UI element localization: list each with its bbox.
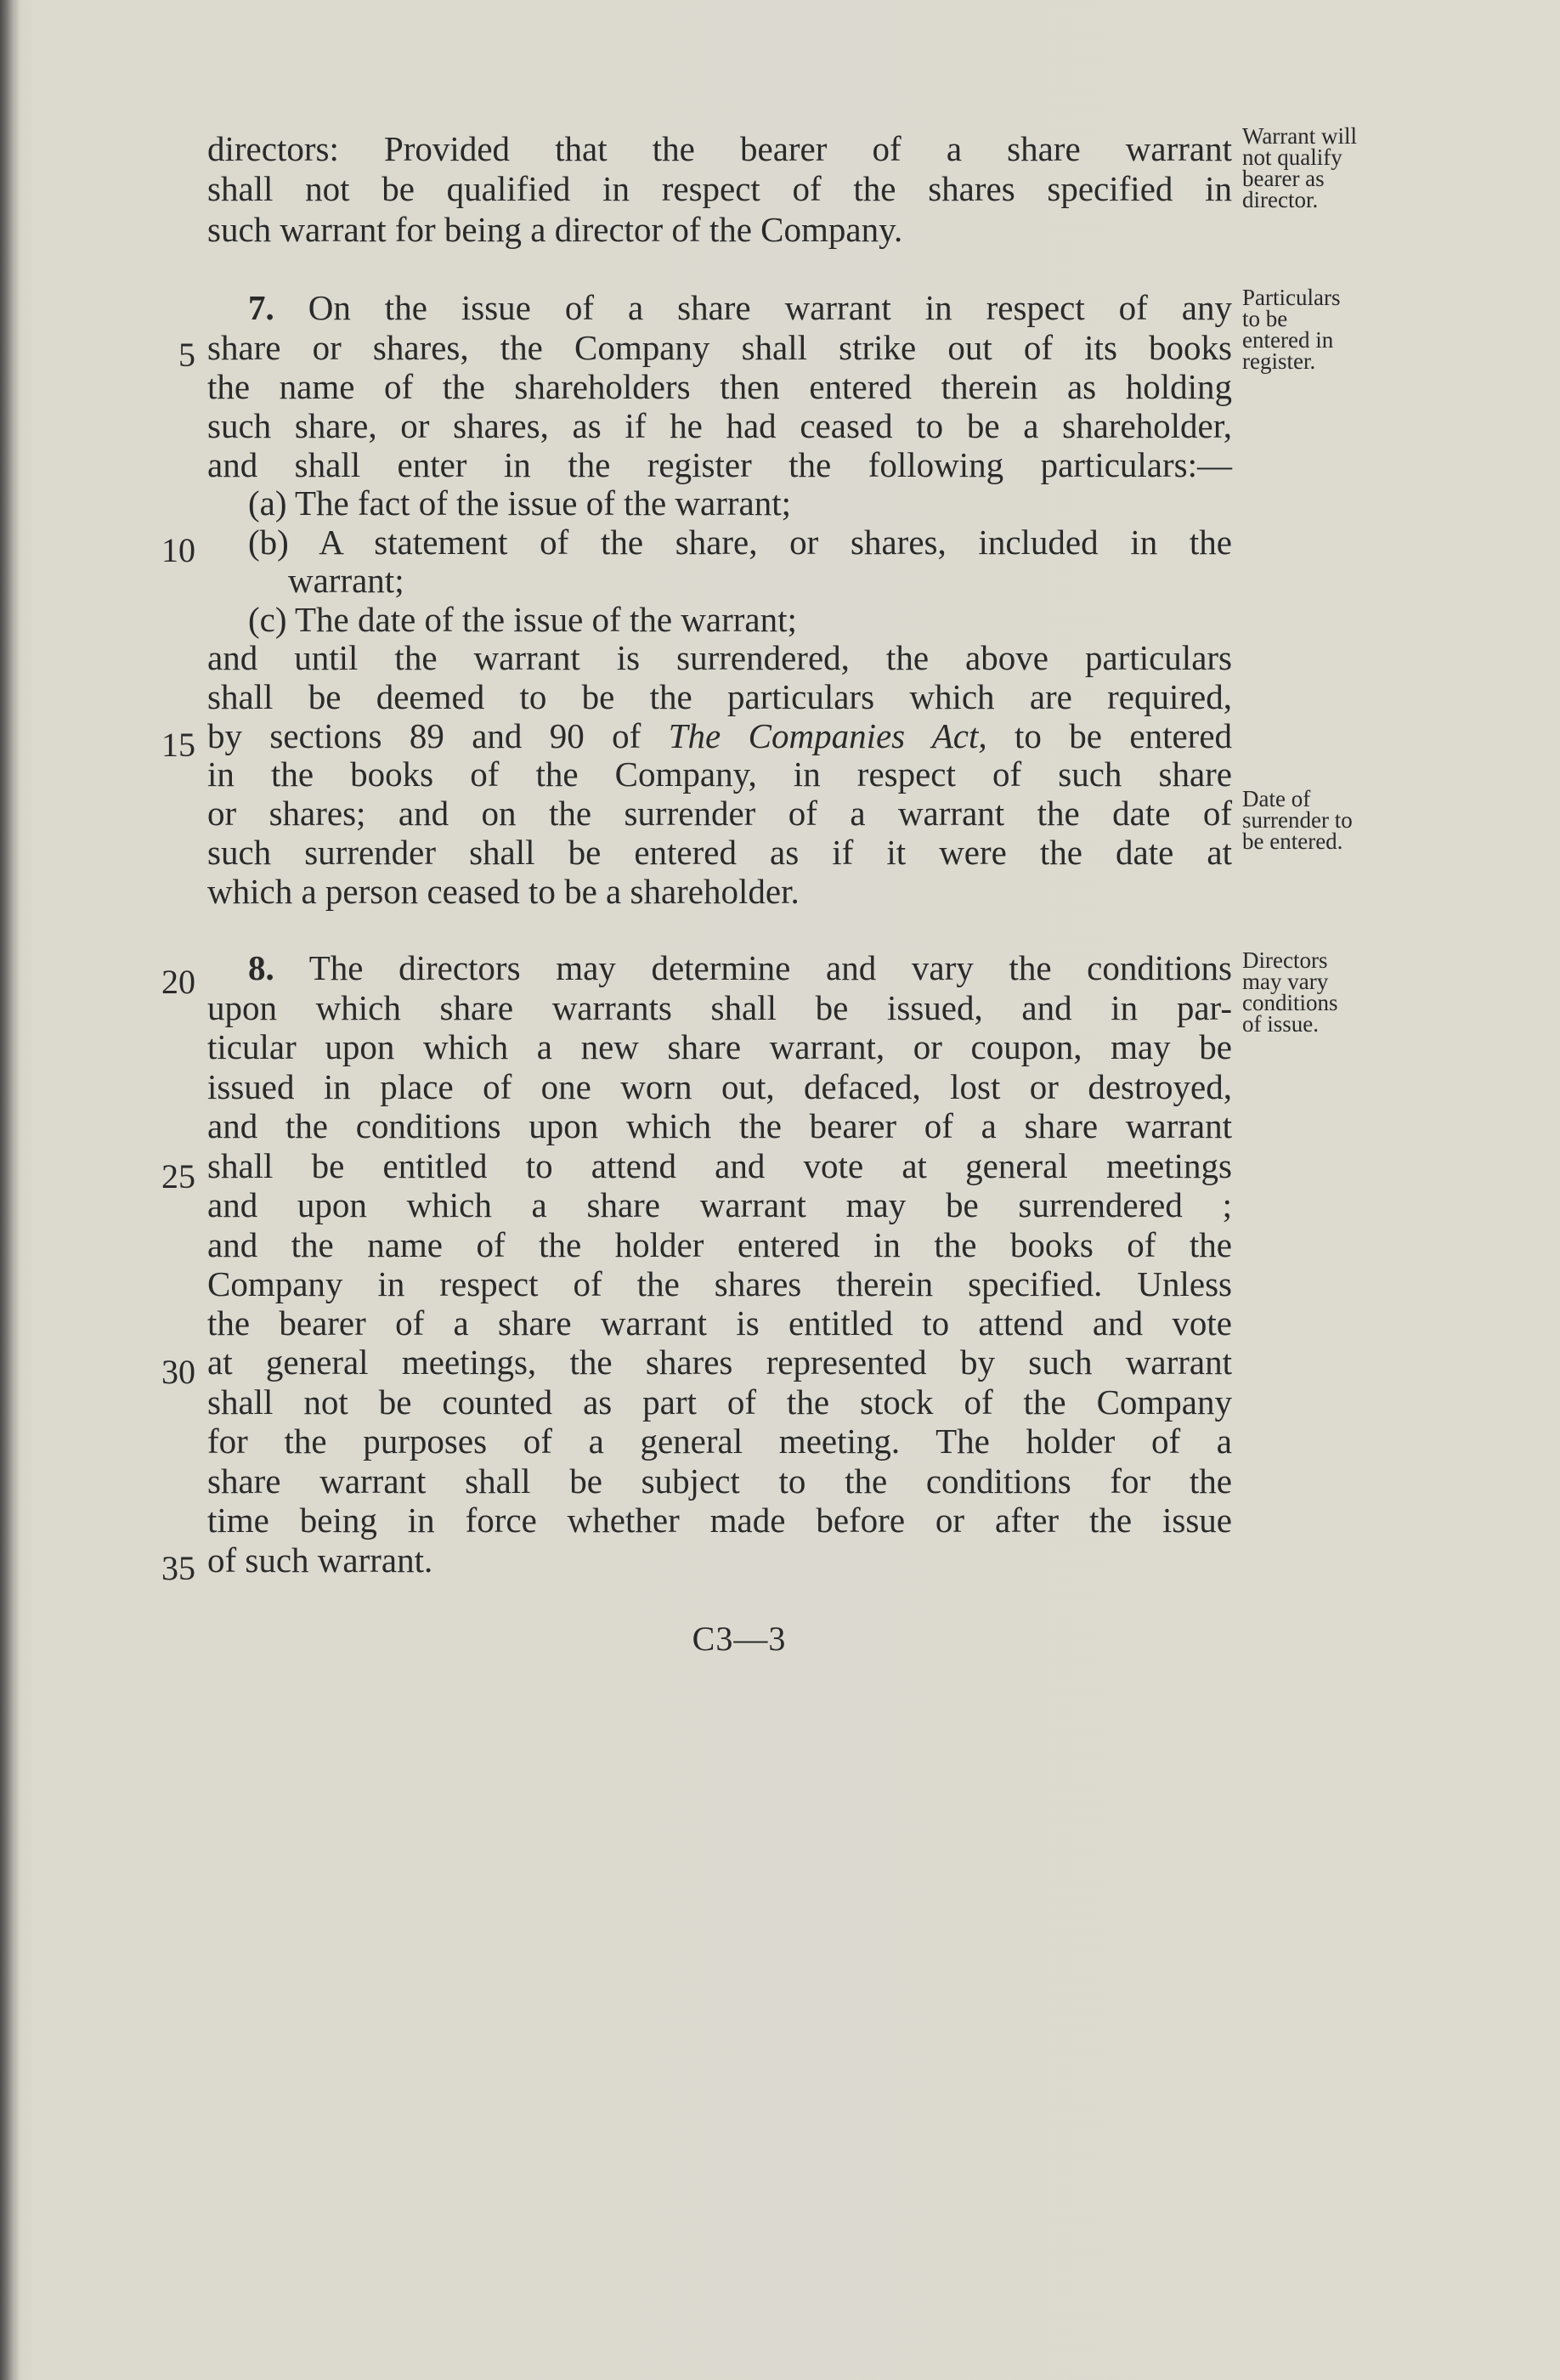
text-line: and the name of the holder entered in the books of the <box>207 1225 1232 1264</box>
text-line: such surrender shall be entered as if it were the date at <box>207 833 1232 872</box>
text-line: in the books of the Company, in respect of such share <box>207 755 1232 794</box>
binding-spine <box>0 0 20 2380</box>
statute-title: The Companies Act, <box>668 716 987 755</box>
margin-note-line: to be <box>1242 306 1288 331</box>
line-number: 5 <box>178 336 195 374</box>
text-line: shall not be counted as part of the stock of the Company <box>207 1382 1232 1422</box>
text-line: share or shares, the Company shall strike out of its books <box>207 328 1232 367</box>
text-line: for the purposes of a general meeting. The holder of a <box>207 1422 1232 1461</box>
text-run: The directors may determine and vary the conditions <box>308 948 1233 987</box>
margin-note-warrant <box>1242 123 1412 212</box>
section-7-first-line <box>248 286 1232 329</box>
line-number: 25 <box>161 1157 195 1196</box>
section-8-first-line <box>248 947 1232 989</box>
text-run: by sections 89 and 90 of <box>207 716 642 755</box>
margin-note-line: may vary <box>1242 969 1329 994</box>
text-line: the bearer of a share warrant is entitled to attend and vote <box>207 1303 1232 1343</box>
list-item-c: (c) The date of the issue of the warrant; <box>248 600 797 639</box>
margin-note-line: entered in <box>1242 327 1334 353</box>
section-number: 7. <box>248 288 274 327</box>
text-line: and upon which a share warrant may be surrendered ; <box>207 1185 1232 1224</box>
margin-note-particulars <box>1242 287 1412 372</box>
section-number: 8. <box>248 948 274 987</box>
margin-note-line: be entered. <box>1242 828 1343 854</box>
text-line: such warrant for being a director of the Company. <box>207 210 903 249</box>
list-item-b-cont: warrant; <box>288 561 404 600</box>
text-line: shall be entitled to attend and vote at general meetings <box>207 1146 1232 1185</box>
text-line: or shares; and on the surrender of a warrant the date of <box>207 794 1232 833</box>
folio-mark: C3—3 <box>692 1620 787 1658</box>
text-line: such share, or shares, as if he had ceased to be a shareholder, <box>207 406 1232 445</box>
margin-note-surrender <box>1242 786 1412 854</box>
text-line: share warrant shall be subject to the conditions for the <box>207 1461 1232 1501</box>
text-line: issued in place of one worn out, defaced, lost or destroyed, <box>207 1067 1232 1106</box>
line-number: 15 <box>161 726 195 764</box>
text-line: time being in force whether made before or after the issue <box>207 1501 1232 1540</box>
line-number: 10 <box>161 531 195 569</box>
text-line: and until the warrant is surrendered, the above particulars <box>207 638 1232 677</box>
margin-note-line: register. <box>1242 348 1316 374</box>
margin-note-line: conditions <box>1242 990 1338 1015</box>
text-line: shall be deemed to be the particulars which are required, <box>207 677 1232 716</box>
text-line: the name of the shareholders then entered therein as holding <box>207 367 1232 406</box>
text-line-statute <box>207 715 1232 757</box>
text-line: of such warrant. <box>207 1540 433 1580</box>
margin-note-line: surrender to <box>1242 807 1353 833</box>
text-line: which a person ceased to be a shareholder. <box>207 872 800 911</box>
text-run: On the issue of a share warrant in respect of any <box>308 288 1232 327</box>
margin-note-line: Date of <box>1242 786 1311 811</box>
list-item-a: (a) The fact of the issue of the warrant; <box>248 483 792 523</box>
margin-note-line: Directors <box>1242 947 1328 973</box>
text-line: and shall enter in the register the following particulars:— <box>207 445 1232 484</box>
text-run: to be entered <box>1015 716 1233 755</box>
text-line: at general meetings, the shares represented by such warrant <box>207 1343 1232 1382</box>
margin-note-line: not qualify <box>1242 144 1342 170</box>
text-line: and the conditions upon which the bearer of a share warrant <box>207 1106 1232 1145</box>
line-number: 20 <box>161 963 195 1001</box>
list-item-b: (b) A statement of the share, or shares, included in the <box>248 523 1232 562</box>
text-line: Company in respect of the shares therein specified. Unless <box>207 1264 1232 1303</box>
text-line: ticular upon which a new share warrant, or coupon, may be <box>207 1027 1232 1066</box>
text-line: directors: Provided that the bearer of a share warrant <box>207 129 1232 168</box>
text-line: shall not be qualified in respect of the shares specified in <box>207 169 1232 208</box>
text-line: upon which share warrants shall be issued, and in par- <box>207 988 1232 1027</box>
margin-note-line: Particulars <box>1242 285 1341 310</box>
line-number: 35 <box>161 1549 195 1587</box>
margin-note-line: director. <box>1242 187 1319 212</box>
margin-note-directors <box>1242 947 1412 1037</box>
margin-note-line: Warrant will <box>1242 123 1358 149</box>
line-number: 30 <box>161 1353 195 1391</box>
margin-note-line: of issue. <box>1242 1011 1319 1037</box>
margin-note-line: bearer as <box>1242 166 1325 191</box>
